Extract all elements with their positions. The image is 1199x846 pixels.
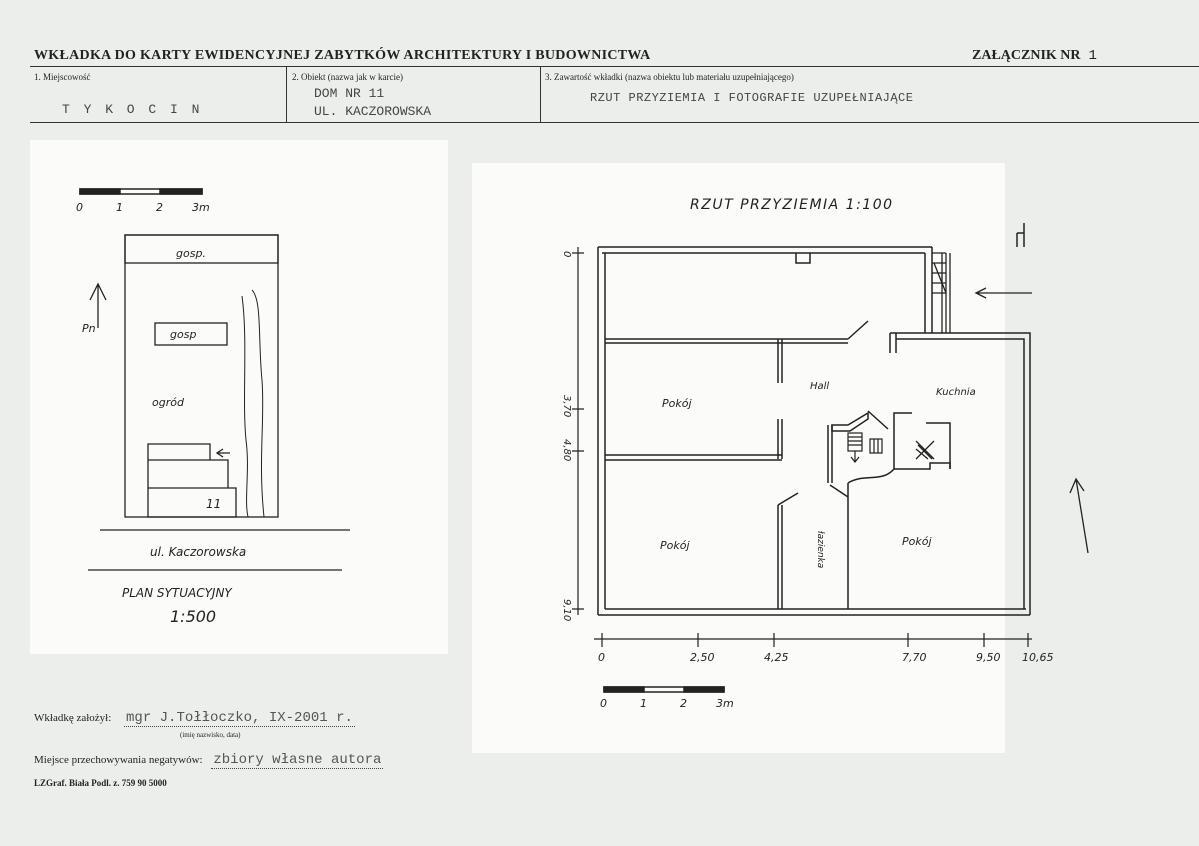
label-gosp-top: gosp.	[176, 247, 206, 260]
header-rule	[30, 66, 1199, 67]
fields-rule	[30, 122, 1199, 123]
plan-scale-bar	[604, 687, 724, 692]
field-divider-2	[540, 66, 541, 122]
site-scale-tick-0: 0	[76, 201, 83, 214]
dim-x-3: 7,70	[902, 651, 927, 664]
site-plan-sheet	[30, 140, 448, 654]
chimney-icon	[916, 441, 934, 459]
room-bottom-left: Pokój	[660, 539, 690, 552]
plan-scale-tick-3: 3m	[716, 697, 734, 710]
floor-plan-drawing	[472, 163, 1054, 753]
room-kitchen: Kuchnia	[936, 387, 976, 398]
floor-plan-title: RZUT PRZYZIEMIA 1:100	[690, 197, 894, 213]
room-hall: Hall	[810, 381, 830, 392]
site-scale-tick-1: 1	[116, 201, 123, 214]
dim-y-3: 9,10	[561, 599, 572, 622]
founder-label: Wkładkę założył:	[34, 712, 112, 724]
dim-x-2: 4,25	[764, 651, 789, 664]
dimension-lines	[572, 247, 1032, 647]
floor-plan-sheet	[472, 163, 1054, 753]
place-value: T Y K O C I N	[62, 102, 203, 117]
content-value: RZUT PRZYZIEMIA I FOTOGRAFIE UZUPEŁNIAJĄCE	[590, 91, 914, 105]
room-bottom-right: Pokój	[902, 535, 932, 548]
founder-value: mgr J.Tołłoczko, IX-2001 r.	[126, 710, 353, 726]
room-top-left: Pokój	[662, 397, 692, 410]
object-line-1: DOM NR 11	[314, 86, 385, 101]
dim-y-0: 0	[561, 251, 572, 258]
entry-arrow-icon	[976, 288, 1032, 298]
card-title: WKŁADKA DO KARTY EWIDENCYJNEJ ZABYTKÓW ARCHITEKTURY I BUDOWNICTWA	[34, 48, 651, 63]
dim-x-5: 10,65	[1022, 651, 1054, 664]
negatives-row	[34, 752, 383, 768]
content-label: 3. Zawartość wkładki (nazwa obiektu lub materiału uzupełniającego)	[545, 72, 794, 82]
site-scale-tick-3: 3m	[192, 201, 210, 214]
label-garden: ogród	[152, 396, 184, 409]
founder-hint: (imię nazwisko, data)	[180, 731, 241, 739]
stairs-inner	[848, 433, 882, 462]
founder-row	[34, 710, 355, 726]
label-gosp-mid: gosp	[170, 328, 197, 341]
printer-info: LZGraf. Biała Podl. z. 759 90 5000	[34, 778, 167, 788]
dim-y-2: 4,80	[561, 439, 572, 462]
plan-scale-tick-1: 1	[640, 697, 647, 710]
object-label: 2. Obiekt (nazwa jak w karcie)	[292, 72, 403, 82]
room-bathroom: łazienka	[815, 531, 825, 569]
site-plan-title: PLAN SYTUACYJNY	[122, 586, 232, 600]
plan-scale-tick-2: 2	[680, 697, 687, 710]
site-scale-bar	[80, 189, 202, 194]
negatives-label: Miejsce przechowywania negatywów:	[34, 754, 203, 766]
place-label: 1. Miejscowość	[34, 72, 91, 82]
house-number: 11	[206, 497, 222, 511]
street-name: ul. Kaczorowska	[150, 545, 247, 559]
dim-y-1: 3,70	[561, 395, 572, 418]
plot-outline	[88, 235, 350, 570]
object-line-2: UL. KACZOROWSKA	[314, 104, 432, 119]
plan-scale-tick-0: 0	[600, 697, 607, 710]
attachment-label-text: ZAŁĄCZNIK NR	[972, 48, 1081, 63]
site-north-label: Pn	[82, 322, 96, 335]
dim-x-4: 9,50	[976, 651, 1001, 664]
stair-entry	[932, 253, 950, 333]
plan-north-arrow-icon	[1070, 479, 1088, 553]
site-plan-scale: 1:500	[170, 607, 217, 626]
dim-x-0: 0	[598, 651, 605, 664]
site-scale-tick-2: 2	[156, 201, 163, 214]
attachment-number: 1	[1088, 48, 1097, 64]
field-divider-1	[286, 66, 287, 122]
attachment-label	[972, 48, 1097, 64]
floor-plan-walls	[598, 223, 1030, 615]
dim-x-1: 2,50	[690, 651, 715, 664]
negatives-value: zbiory własne autora	[213, 752, 382, 768]
site-plan-drawing	[30, 140, 448, 654]
